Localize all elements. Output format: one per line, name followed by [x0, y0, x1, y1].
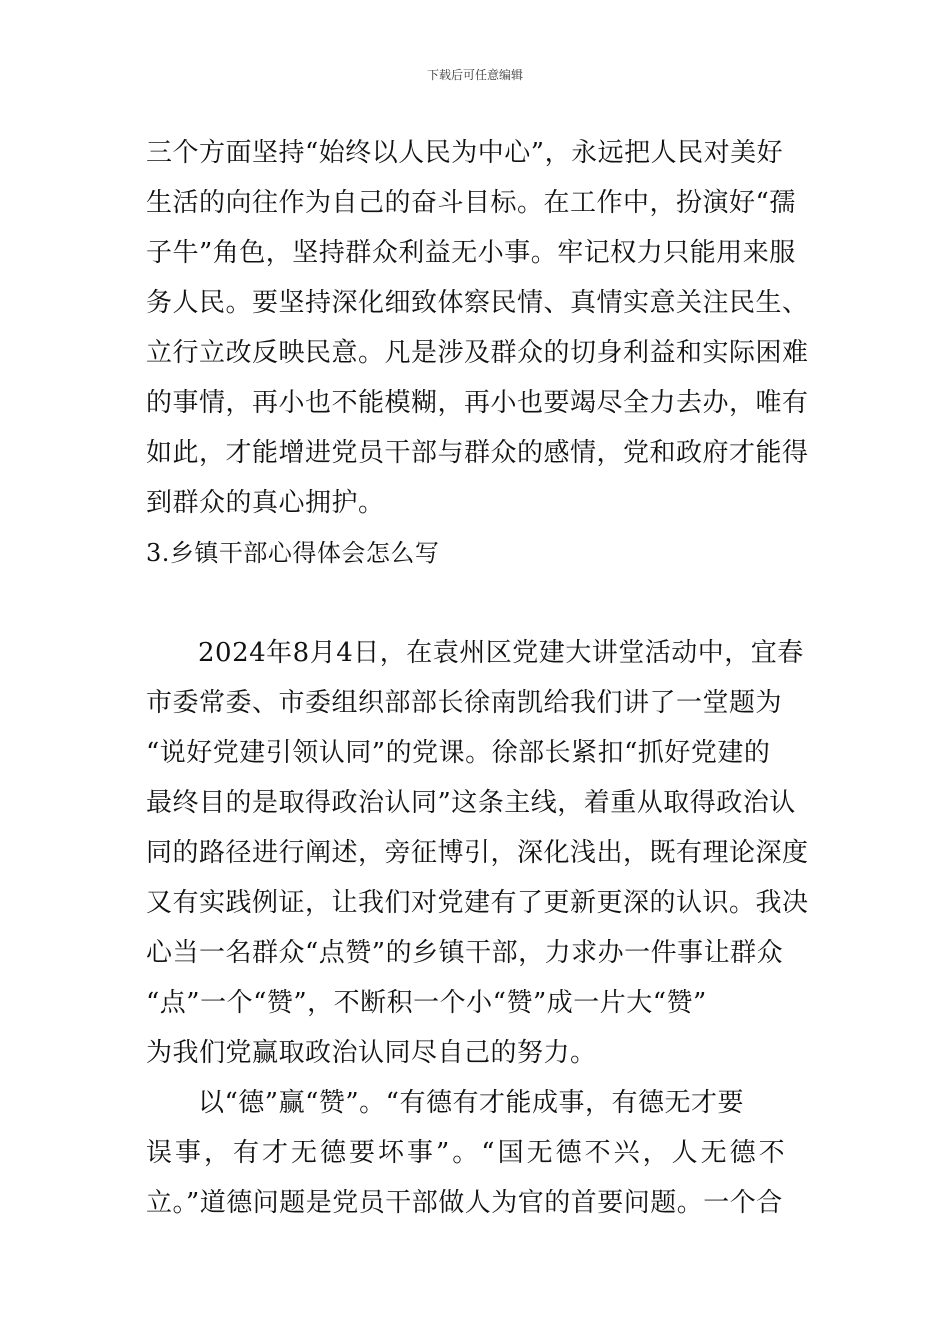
page-header: 下载后可任意编辑 — [426, 68, 523, 82]
text-line: 如此，才能增进党员干部与群众的感情，党和政府才能得 — [146, 438, 809, 468]
text-line: 最终目的是取得政治认同”这条主线，着重从取得政治认 — [146, 788, 796, 818]
text-line: 子牛”角色，坚持群众利益无小事。牢记权力只能用来服 — [146, 238, 796, 268]
paragraph-2 — [146, 628, 810, 1078]
text-line: 务人民。要坚持深化细致体察民情、真情实意关注民生、 — [146, 288, 809, 318]
document-body — [146, 128, 810, 1228]
paragraph-1 — [146, 128, 810, 528]
text-line: “点”一个“赞”，不断积一个小“赞”成一片大“赞” — [146, 988, 707, 1018]
text-line: 三个方面坚持“始终以人民为中心”，永远把人民对美好 — [146, 138, 784, 168]
text-line: 生活的向往作为自己的奋斗目标。在工作中，扮演好“孺 — [146, 188, 796, 218]
paragraph-3 — [146, 1078, 810, 1228]
text-line: “说好党建引领认同”的党课。徐部长紧扣“抓好党建的 — [146, 738, 771, 768]
text-line: 到群众的真心拥护。 — [146, 488, 385, 518]
text-line: 2024年8月4日，在袁州区党建大讲堂活动中，宜春 — [198, 638, 804, 668]
text-line: 同的路径进行阐述，旁征博引，深化浅出，既有理论深度 — [146, 838, 809, 868]
text-line: 以“德”赢“赞”。“有德有才能成事，有德无才要 — [198, 1088, 744, 1118]
text-line: 为我们党赢取政治认同尽自己的努力。 — [146, 1038, 597, 1068]
section-heading: 3.乡镇干部心得体会怎么写 — [146, 539, 440, 567]
text-line: 立行立改反映民意。凡是涉及群众的切身利益和实际困难 — [146, 338, 809, 368]
text-line: 心当一名群众“点赞”的乡镇干部，力求办一件事让群众 — [146, 938, 784, 968]
text-line: 的事情，再小也不能模糊，再小也要竭尽全力去办，唯有 — [146, 388, 809, 418]
blank-line — [146, 578, 810, 628]
text-line: 又有实践例证，让我们对党建有了更新更深的认识。我决 — [146, 888, 809, 918]
text-line: 误事，有才无德要坏事”。“国无德不兴，人无德不 — [146, 1138, 788, 1168]
text-line: 市委常委、市委组织部部长徐南凯给我们讲了一堂题为 — [146, 688, 783, 718]
text-line: 立。”道德问题是党员干部做人为官的首要问题。一个合 — [146, 1188, 783, 1218]
